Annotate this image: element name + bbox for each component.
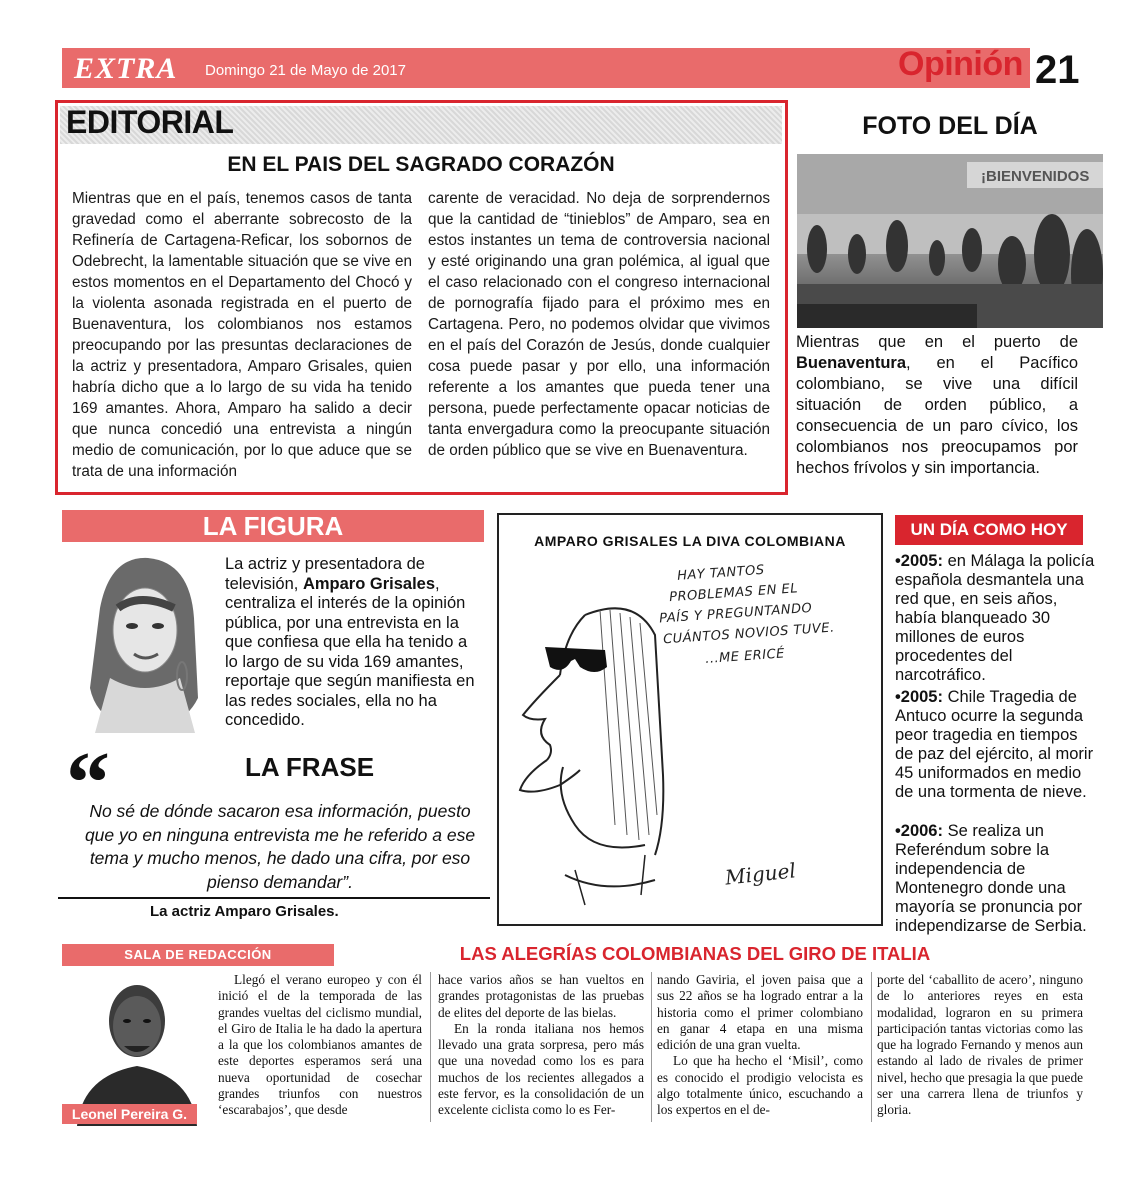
historical-event-item: •2006: Se realiza un Referéndum sobre la independencia de Montenegro donde una mayoría se pronuncia por independizarse de Serbia. — [895, 822, 1087, 935]
cartoon-title: AMPARO GRISALES LA DIVA COLOMBIANA — [534, 533, 846, 549]
article-column-2 — [438, 972, 644, 1119]
page-number: 21 — [1035, 48, 1080, 92]
foto-del-dia-photo — [797, 154, 1103, 328]
la-frase-author: La actriz Amparo Grisales. — [150, 903, 339, 920]
cartoon-speech-line: HAY TANTOS — [676, 562, 766, 584]
figura-bold-name: Amparo Grisales — [302, 574, 436, 593]
section-name: Opinión — [898, 45, 1023, 83]
la-frase-label: LA FRASE — [245, 752, 375, 782]
article-title: LAS ALEGRÍAS COLOMBIANAS DEL GIRO DE ITALIA — [459, 943, 931, 964]
article-paragraph: nando Gaviria, el joven paisa que a sus 22 años se ha logrado entrar a la historia como el primer colombiano en ganar 4 etapa en una misma edición de una gran vuelta. — [657, 972, 863, 1053]
la-figura-label: LA FIGURA — [202, 511, 344, 541]
column-divider — [430, 972, 431, 1122]
la-figura-text: La actriz y presentadora de televisión, Amparo Grisales, centraliza el interés de la opinión pública, por una entrevista en la que confiesa que ella ha tenido a lo largo de su vida 169 amantes, reportaje que según manifiesta en las redes sociales, ella no ha concedido. — [225, 555, 475, 729]
article-paragraph: hace varios años se han vueltos en grandes protagonistas de las pruebas de elites del deporte de las bielas. — [438, 972, 644, 1020]
editorial-column-2: carente de veracidad. No deja de sorprendernos que la cantidad de “tinieblos” de Amparo, sea en estos instantes un tema de controversia nacional y esté originando una gran polémica, al igual que el caso relacionado con el congreso internacional de pornografía fijado para el próximo mes en Cartagena. Pero, no podemos olvidar que vivimos en el país del Corazón de Jesús, donde cualquier cosa puede pasar y por ello, una información referente a los amantes que pueda tener una persona, puede perfectamente opacar noticias de tanta envergadura como la preocupante situación de orden público que se vive en Buenaventura. — [428, 190, 770, 459]
photo-sign-text: ¡BIENVENIDOS — [981, 168, 1090, 185]
cartoon-aside: ...ME ERICÉ — [704, 646, 786, 667]
foto-del-dia-caption: Mientras que en el puerto de Buenaventura, en el Pacífico colombiano, se vive una difícil situación de orden público, a consecuencia de un paro cívico, los colombianos nos preocupamos por hechos frívolos y sin importancia. — [796, 333, 1078, 477]
cartoon-speech-line: PROBLEMAS EN EL — [668, 581, 799, 606]
editorial-title: EN EL PAIS DEL SAGRADO CORAZÓN — [227, 153, 615, 176]
publication-date: Domingo 21 de Mayo de 2017 — [205, 62, 406, 79]
column-divider — [651, 972, 652, 1122]
article-column-1: Llegó el verano europeo y con él inició el de la temporada de las grandes vueltas del ciclismo mundial, el Giro de Italia le ha dado la apertura a la que los colombianos amantes de este deportes esperamos será una nueva oportunidad de cosechar grandes triunfos con nuestros ‘escarabajos’, que desde — [218, 972, 422, 1118]
author-byline: Leonel Pereira G. — [71, 1106, 188, 1122]
quote-mark-icon: “ — [66, 735, 110, 832]
foto-del-dia-title: FOTO DEL DÍA — [862, 112, 1038, 140]
frase-divider — [58, 897, 490, 899]
article-paragraph: Lo que ha hecho el ‘Misil’, como es conocido el prodigio velocista es algo totalmente único, escuchando a los expertos en el de- — [657, 1053, 863, 1118]
cartoon-speech-line: CUÁNTOS NOVIOS TUVE. — [662, 620, 836, 648]
caption-bold-place: Buenaventura — [796, 354, 907, 372]
author-portrait — [62, 966, 212, 1126]
editorial-label: EDITORIAL — [66, 104, 234, 140]
column-divider — [871, 972, 872, 1122]
newspaper-logo: EXTRA — [74, 52, 178, 85]
la-frase-quote: No sé de dónde sacaron esa información, puesto que yo en ninguna entrevista me he referido a ese tema y mucho menos, he dado una cifra, por eso pienso demandar”. — [84, 801, 476, 892]
cartoon-speech-line: PAÍS Y PREGUNTANDO — [658, 600, 813, 627]
article-column-3 — [657, 972, 863, 1119]
la-figura-portrait — [70, 548, 215, 733]
article-column-4: porte del ‘caballito de acero’, ninguno de lo anteriores reyes en esta modalidad, lograron en su primera participación tantas victorias como las que ha logrado Fernando y menos aun estando al lado de rivales de primer nivel, hecho que presagia la que puede ser una carrera llena de triunfos y gloria. — [877, 972, 1083, 1118]
cartoon-signature: Miguel — [723, 858, 797, 890]
un-dia-como-hoy-label: UN DÍA COMO HOY — [910, 520, 1068, 539]
historical-event-item: •2005: en Málaga la policía española desmantela una red que, en seis años, había blanqueado 30 millones de euros procedentes del narcotráfico. — [895, 552, 1095, 684]
sala-de-redaccion-label: SALA DE REDACCIÓN — [124, 947, 272, 962]
editorial-column-1: Mientras que en el país, tenemos casos de tanta gravedad como el aberrante sobrecosto de la Refinería de Cartagena-Reficar, los sobornos de Odebrecht, la lamentable situación que se vive en estos momentos en el Departamento del Chocó y la violenta asonada registrada en el puerto de Buenaventura, los colombianos nos estamos preocupando por las presuntas declaraciones de la actriz y presentadora, Amparo Grisales, quien habría dicho que a lo largo de su vida ha tenido 169 amantes. Ahora, Amparo ha salido a decir que nunca concedió una entrevista a ningún medio de comunicación, por lo que aduce que se trata de una información — [72, 190, 412, 480]
cartoon-drawing — [505, 595, 705, 915]
article-paragraph: En la ronda italiana nos hemos llevado una grata sorpresa, pero más que una novedad como los es para muchos de los recientes allegados a este fervor, es la consolidación de un excelente ciclista como lo es Fer- — [438, 1020, 644, 1118]
historical-event-item: •2005: Chile Tragedia de Antuco ocurre la segunda peor tragedia en tiempos de paz del ejército, al morir 45 uniformados en medio de una tormenta de nieve. — [895, 688, 1094, 801]
